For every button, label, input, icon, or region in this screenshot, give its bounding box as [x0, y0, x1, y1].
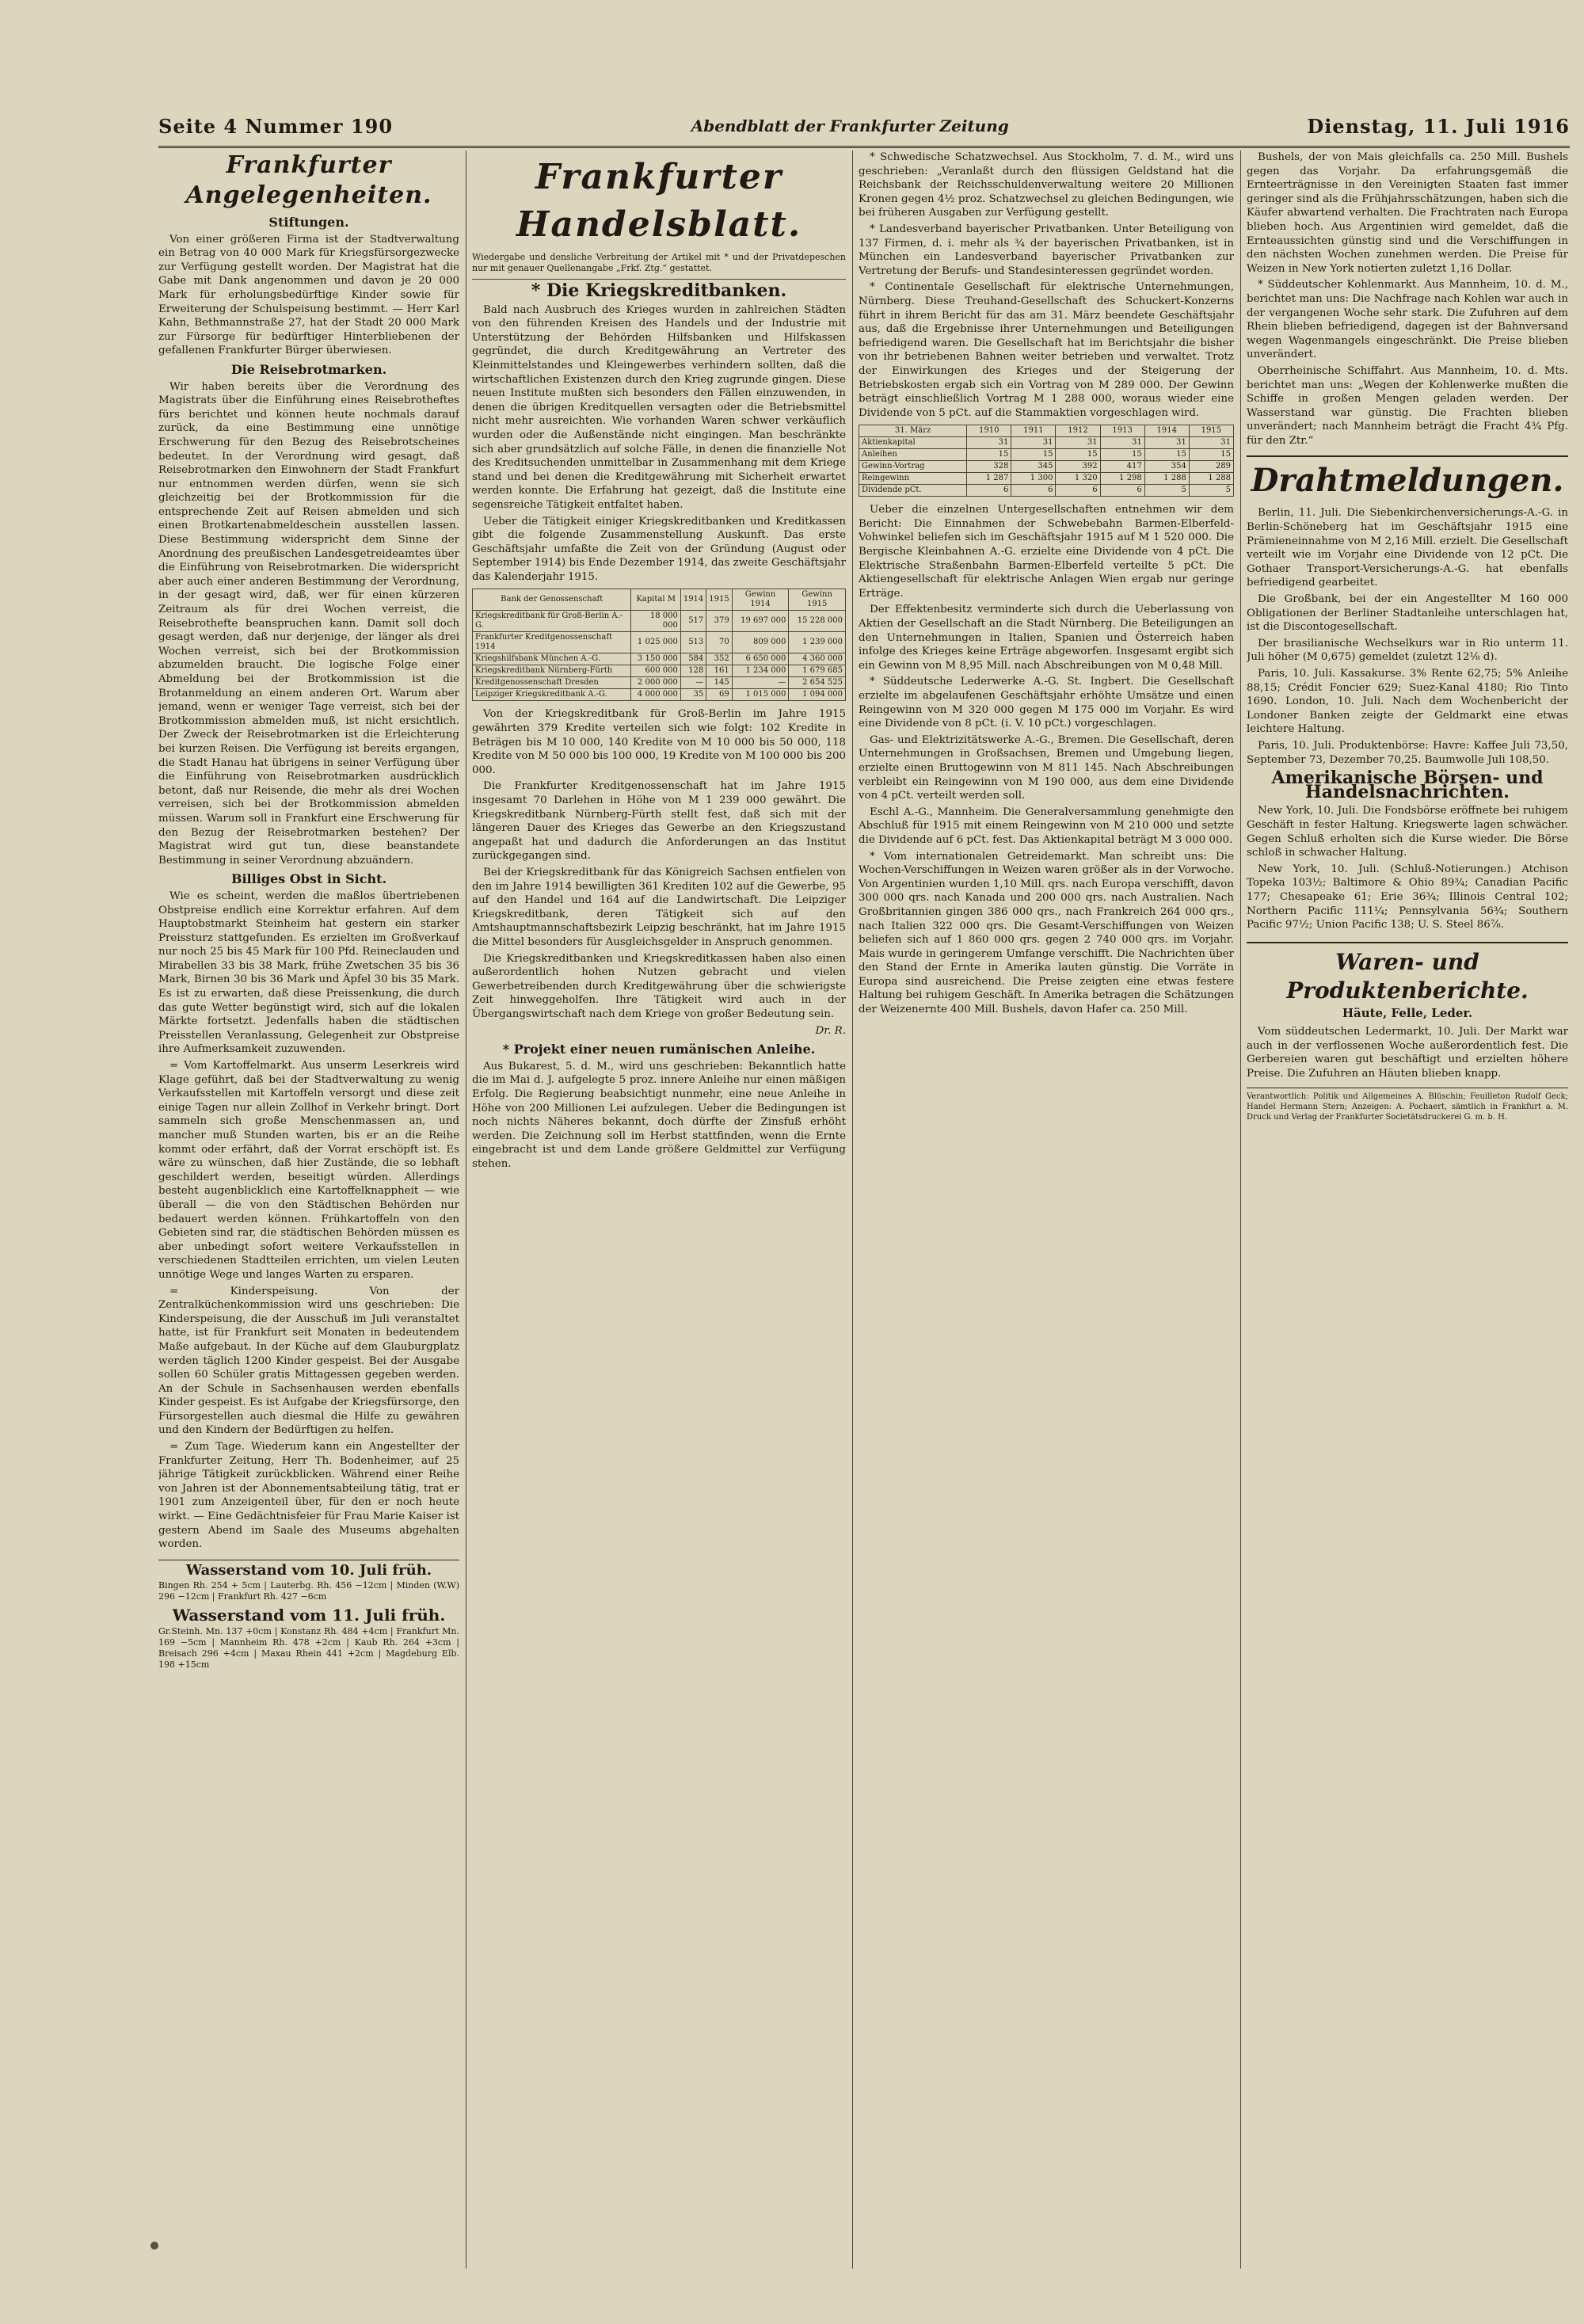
table-cell: Leipziger Kriegskreditbank A.-G. — [473, 689, 631, 701]
table-cell: 1 288 — [1189, 473, 1233, 485]
commerce-masthead: Frankfurter Handelsblatt. — [516, 157, 802, 245]
article-paragraph: * Vom internationalen Getreidemarkt. Man schreibt uns: Die Wochen-Verschiffungen in Weizen waren größer als in der Vorwoche. Von Argentinien wurden 1,10 Mill. qrs. nach Europa verschifft, davon 300 000 qrs. nach Kanada und 200 000 qrs. nach Australien. Nach Großbritannien gingen 386 000 qrs., nach Frankreich 264 000 qrs., nach Italien 322 000 qrs. Die Gesamt-Verschiffungen von Weizen beliefen sich auf 1 860 000 qrs. gegen 2 740 000 qrs. im Vorjahr. Mais wurde in geringerem Umfange verschifft. Die Nachrichten über den Stand der Ernte in Amerika lauten günstig. Die Vorräte in Europa sind ausreichend. Die Preise zeigten eine etwas festere Haltung bei ruhigem Geschäft. In Amerika betragen die Schätzungen der Weizenernte 400 Mill. Bushels, davon Hafer ca. 250 Mill. — [859, 850, 1234, 1016]
table-cell: 1 679 685 — [789, 665, 846, 677]
article-paragraph: Der Effektenbesitz verminderte sich durch die Ueberlassung von Aktien der Gesellschaft an die Stadt Nürnberg. Die Beteiligungen an den Unternehmungen in Italien, Spanien und Österreich haben infolge des Krieges keine Erträge abgeworfen. Insgesamt ergibt sich ein Gewinn von M 8,95 Mill. nach Abschreibungen von M 0,48 Mill. — [859, 604, 1234, 672]
table-cell: 1 287 — [967, 473, 1011, 485]
table-cell: 161 — [706, 665, 732, 677]
table-cell: Kriegskreditbank Nürnberg-Fürth — [473, 665, 631, 677]
water-level-values: Bingen Rh. 254 + 5cm | Lauterbg. Rh. 456 −12cm | Minden (W.W) 296 −12cm | Frankfurt Rh. 427 −6cm — [158, 1580, 459, 1602]
article-paragraph: = Vom Kartoffelmarkt. Aus unserm Leserkreis wird Klage geführt, daß bei der Stadtverwaltung zu wenig Verkaufsstellen mit Kartoffeln versorgt und diese zeit einige Tagen nur allein Zollhof in Verkehr bringt. Dort sammeln sich große Menschenmassen an, und mancher muß Stunden warten, bis er an die Reihe kommt oder erfährt, daß der Vorrat erschöpft ist. Es wäre zu wünschen, daß hier Zustände, die so lebhaft geschildert werden, beseitigt würden. Allerdings besteht augenblicklich eine Kartoffelknappheit — wie überall — die von den Städtischen Behörden nur bedauert werden können. Frühkartoffeln von den Gebieten sind rar, die städtischen Behörden müssen es aber unbedingt sofort weitere Verkaufsstellen in verschiedenen Stadtteilen errichten, um vielen Leuten unnötige Wege und langes Warten zu ersparen. — [158, 1060, 459, 1281]
table-cell: 1 234 000 — [732, 665, 789, 677]
table-cell: 354 — [1144, 461, 1189, 473]
section-title: Amerikanische Börsen- und Handelsnachrichten. — [1271, 768, 1544, 802]
article-paragraph: Bald nach Ausbruch des Krieges wurden in zahlreichen Städten von den führenden Kreisen des Handels und der Industrie mit Unterstützung der Behörden Hilfsbanken und Hilfskassen gegründet, die durch Kreditgewährung an Vertreter des Kleinmittelstandes und Kleingewerbes verhindern sollten, daß die wirtschaftlichen Existenzen durch den Krieg zugrunde gingen. Diese neuen Institute mußten sich besonders den Fällen einzuwenden, in denen die übrigen Kreditquellen versagten oder die Betriebsmittel nicht mehr ausreichten. Wie vorhanden Waren schwer verkäuflich wurden oder die Außenstände nicht eingingen. Man beschränkte sich aber grundsätzlich auf solche Fälle, in denen die finanzielle Not des Kreditsuchenden unmittelbar in Zusammenhang mit dem Kriege stand und bei denen die Kreditgewährung mit Sicherheit erwartet werden konnte. Die Erfahrung hat gezeigt, daß die Institute eine segensreiche Tätigkeit entfaltet haben. — [472, 303, 846, 511]
table-cell: 70 — [706, 632, 732, 653]
column-divider — [852, 150, 853, 2269]
article-heading: Billiges Obst in Sicht. — [230, 871, 387, 887]
table-cell: Kriegskreditbank für Groß-Berlin A.-G. — [473, 611, 631, 632]
table-cell: 31 — [967, 437, 1011, 449]
table-header: 1915 — [706, 589, 732, 611]
article-paragraph: Von der Kriegskreditbank für Groß-Berlin im Jahre 1915 gewährten 379 Kredite verteilen sich wie folgt: 102 Kredite in Beträgen bis M 10 000, 140 Kredite von M 10 000 bis 50 000, 118 Kredite von M 50 000 bis 100 000, 19 Kredite von M 100 000 bis 200 000. — [472, 708, 846, 776]
table-cell: 31 — [1056, 437, 1100, 449]
table-row — [859, 461, 1234, 473]
table-cell: Dividende pCt. — [859, 485, 967, 497]
article-paragraph: * Continentale Gesellschaft für elektrische Unternehmungen, Nürnberg. Diese Treuhand-Gesellschaft des Schuckert-Konzerns führt in ihrem Bericht für das am 31. März beendete Geschäftsjahr aus, daß die Ergebnisse ihrer Unternehmungen und Beteiligungen befriedigend waren. Die Gesellschaft hat im Berichtsjahr die bisher von ihr betriebenen Bahnen weiter betrieben und verwaltet. Trotz der Einwirkungen des Krieges und der Steigerung der Betriebskosten ergab sich ein Vortrag von M 289 000. Der Gewinn beträgt einschließlich Vortrag M 1 288 000, woraus wieder eine Dividende von 5 pCt. auf die Stammaktien vorgeschlagen wird. — [859, 281, 1234, 419]
table-header: Gewinn 1915 — [789, 589, 846, 611]
article-paragraph: Berlin, 11. Juli. Die Siebenkirchenversicherungs-A.-G. in Berlin-Schöneberg hat im Geschäftsjahr 1915 eine Prämieneinnahme von M 2,16 Mill. erzielt. Die Gesellschaft verteilt wie im Vorjahr eine Dividende von 12 pCt. Die Gothaer Transport-Versicherungs-A.-G. hat ebenfalls befriedigend gearbeitet. — [1247, 507, 1568, 589]
article-paragraph: New York, 10. Juli. (Schluß-Notierungen.) Atchison Topeka 103½; Baltimore & Ohio 89¾; Canadian Pacific 177; Chesapeake 61; Erie 36¾; Illinois Central 102; Northern Pacific 111¼; Pennsylvania 56¾; Southern Pacific 97½; Union Pacific 138; U. S. Steel 86⅞. — [1247, 863, 1568, 932]
table-cell: 15 — [1189, 449, 1233, 461]
article-paragraph: Ueber die einzelnen Untergesellschaften entnehmen wir dem Bericht: Die Einnahmen der Schwebebahn Barmen-Elberfeld-Vohwinkel beliefen sich im Geschäftsjahr 1915 auf M 1 520 000. Die Bergische Kleinbahnen A.-G. erzielte eine Dividende von 4 pCt. Die Elektrische Straßenbahn Barmen-Elberfeld verteilte 5 pCt. Die Aktiengesellschaft für elektrische Anlagen Wien ergab nur geringe Erträge. — [859, 504, 1234, 600]
article-paragraph: Gas- und Elektrizitätswerke A.-G., Bremen. Die Gesellschaft, deren Unternehmungen in Großsachsen, Bremen und Umgebung liegen, erzielte einen Bruttogewinn von M 811 145. Nach Abschreibungen verbleibt ein Reingewinn von M 190 000, aus dem eine Dividende von 4 pCt. verteilt werden soll. — [859, 733, 1234, 802]
table-row — [473, 632, 846, 653]
table-cell: 15 — [1011, 449, 1056, 461]
table-cell: 4 000 000 — [631, 689, 680, 701]
table-row — [473, 677, 846, 689]
table-cell: 4 360 000 — [789, 653, 846, 665]
article-paragraph: Bei der Kriegskreditbank für das Königreich Sachsen entfielen von den im Jahre 1914 bewilligten 361 Krediten 102 auf die Gewerbe, 95 auf den Handel und 164 auf die Landwirtschaft. Die Leipziger Kriegskreditbank, deren Tätigkeit sich auf den Amtshauptmannschaftsbezirk Leipzig beschränkt, hat im Jahre 1915 die Mittel besonders für Ausgleichsgelder in Anspruch genommen. — [472, 867, 846, 948]
water-level-heading: Wasserstand vom 10. Juli früh. — [158, 1560, 459, 1578]
table-cell: 69 — [706, 689, 732, 701]
table-cell: 352 — [706, 653, 732, 665]
table-cell: — — [680, 677, 706, 689]
article-heading: Häute, Felle, Leder. — [1342, 1005, 1473, 1020]
table-cell: 2 000 000 — [631, 677, 680, 689]
table-row — [473, 611, 846, 632]
water-level-values: Gr.Steinh. Mn. 137 +0cm | Konstanz Rh. 484 +4cm | Frankfurt Mn. 169 −5cm | Mannheim Rh. 478 +2cm | Kaub Rh. 264 +3cm | Breisach 296 +4cm | Maxau Rhein 441 +2cm | Magdeburg Elb. 198 +15cm — [158, 1626, 459, 1670]
table-cell: Gewinn-Vortrag — [859, 461, 967, 473]
table-row — [473, 653, 846, 665]
section-title: Drahtmeldungen. — [1247, 455, 1568, 501]
table-cell: — — [732, 677, 789, 689]
section-title: Waren- und Produktenberichte. — [1247, 942, 1568, 1005]
company-results-table — [859, 425, 1234, 497]
table-cell: Frankfurter Kreditgenossenschaft 1914 — [473, 632, 631, 653]
article-heading: Die Reisebrotmarken. — [230, 361, 387, 377]
issue-date: Dienstag, 11. Juli 1916 — [1307, 114, 1570, 138]
column-commerce — [472, 150, 846, 2269]
section-title: Frankfurter Angelegenheiten. — [185, 151, 432, 209]
table-cell: Kreditgenossenschaft Dresden — [473, 677, 631, 689]
page-header — [158, 111, 1570, 141]
table-header: 1914 — [1144, 425, 1189, 437]
article-paragraph: New York, 10. Juli. Die Fondsbörse eröffnete bei ruhigem Geschäft in fester Haltung. Kriegswerte lagen schwächer. Gegen Schluß erholten sich die Kurse wieder. Die Börse schloß in schwacher Haltung. — [1247, 805, 1568, 859]
article-paragraph: Eschl A.-G., Mannheim. Die Generalversammlung genehmigte den Abschluß für 1915 mit einem Reingewinn von M 210 000 und setzte die Dividende auf 6 pCt. fest. Das Aktienkapital beträgt M 3 000 000. — [859, 806, 1234, 846]
article-heading: * Projekt einer neuen rumänischen Anleihe. — [502, 1042, 816, 1057]
article-paragraph: * Süddeutsche Lederwerke A.-G. St. Ingbert. Die Gesellschaft erzielte im abgelaufenen Geschäftsjahr erhöhte Umsätze und einen Reingewinn von M 320 000 gegen M 175 000 im Vorjahr. Es wird eine Dividende von 8 pCt. (i. V. 10 pCt.) vorgeschlagen. — [859, 676, 1234, 730]
article-paragraph: Oberrheinische Schiffahrt. Aus Mannheim, 10. d. Mts. berichtet man uns: „Wegen der Kohlenwerke mußten die Schiffe in großen Mengen geladen werden. Der Wasserstand war günstig. Die Frachten blieben unverändert; nach Mannheim beträgt die Fracht 4¾ Pfg. für den Ztr.“ — [1247, 364, 1568, 447]
article-paragraph: Die Großbank, bei der ein Angestellter M 160 000 Obligationen der Berliner Stadtanleihe unterschlagen hat, ist die Discontogesellschaft. — [1247, 593, 1568, 634]
table-header: 31. März — [859, 425, 967, 437]
article-paragraph: Der brasilianische Wechselkurs war in Rio unterm 11. Juli höher (M 0,675) gemeldet (zuletzt 12⅛ d). — [1247, 637, 1568, 664]
table-cell: 15 — [1100, 449, 1144, 461]
table-cell: 1 300 — [1011, 473, 1056, 485]
article-heading: * Die Kriegskreditbanken. — [531, 280, 787, 301]
table-cell: 31 — [1011, 437, 1056, 449]
table-cell: 15 — [1144, 449, 1189, 461]
table-cell: 6 — [1056, 485, 1100, 497]
article-paragraph: Paris, 10. Juli. Produktenbörse: Havre: Kaffee Juli 73,50, September 73, Dezember 70,25. Baumwolle Juli 108,50. — [1247, 739, 1568, 766]
article-paragraph: Vom süddeutschen Ledermarkt, 10. Juli. Der Markt war auch in der verflossenen Woche außerordentlich fest. Die Gerbereien waren gut beschäftigt und erzielten höhere Preise. Die Zufuhren an Häuten blieben knapp. — [1247, 1026, 1568, 1080]
table-header: 1914 — [680, 589, 706, 611]
table-cell: 809 000 — [732, 632, 789, 653]
article-paragraph: * Landesverband bayerischer Privatbanken. Unter Beteiligung von 137 Firmen, d. i. mehr als ¾ der bayerischen Privatbanken, ist in München ein Landesverband bayerischer Privatbanken zur Vertretung der Berufs- und Standesinteressen gegründet worden. — [859, 223, 1234, 277]
table-cell: 1 025 000 — [631, 632, 680, 653]
article-paragraph: Von einer größeren Firma ist der Stadtverwaltung ein Betrag von 40 000 Mark für Kriegsfürsorgezwecke zur Verfügung gestellt worden. Der Magistrat hat die Gabe mit Dank angenommen und davon je 20 000 Mark für erholungsbedürftige Kinder sowie für Erweiterung der Schulspeisung bestimmt. — Herr Karl Kahn, Bethmannstraße 27, hat der Stadt 20 000 Mark zur Fürsorge für bedürftiger Hinterbliebenen der gefallenen Frankfurter Bürger überwiesen. — [158, 233, 459, 357]
table-header: 1915 — [1189, 425, 1233, 437]
author-signature: Dr. R. — [815, 1024, 846, 1037]
table-cell: 289 — [1189, 461, 1233, 473]
page-number: Seite 4 Nummer 190 — [158, 114, 394, 138]
table-cell: 3 150 000 — [631, 653, 680, 665]
table-cell: 517 — [680, 611, 706, 632]
article-paragraph: * Süddeutscher Kohlenmarkt. Aus Mannheim, 10. d. M., berichtet man uns: Die Nachfrage nach Kohlen war auch in der vergangenen Woche sehr stark. Die Zufuhren auf dem Rhein blieben befriedigend, dagegen ist der Bahnversand wegen Wagenmangels eingeschränkt. Die Preise blieben unverändert. — [1247, 279, 1568, 361]
table-cell: 6 — [1100, 485, 1144, 497]
article-paragraph: Wie es scheint, werden die maßlos übertriebenen Obstpreise endlich eine Korrektur erfahren. Auf dem Hauptobstmarkt Steinheim hat gestern ein starker Preissturz stattgefunden. Es erzielten im Großverkauf nur noch 25 bis 45 Mark für 100 Pfd. Reineclauden und Mirabellen 33 bis 38 Mark, frühe Zwetschen 35 bis 36 Mark, Birnen 30 bis 36 Mark und Äpfel 30 bis 35 Mark. Es ist zu erwarten, daß diese Preissenkung, die durch das gute Wetter begünstigt wird, sich auf die lokalen Märkte fortsetzt. Jedenfalls haben die städtischen Preisstellen Veranlassung, Gelegenheit zur Obstpreise ihre Aufmerksamkeit zuzuwenden. — [158, 890, 459, 1056]
table-cell: 417 — [1100, 461, 1144, 473]
table-cell: 31 — [1189, 437, 1233, 449]
newspaper-name: Abendblatt der Frankfurter Zeitung — [691, 116, 1009, 135]
column-divider — [1240, 150, 1241, 2269]
table-cell: 2 654 525 — [789, 677, 846, 689]
table-row — [859, 437, 1234, 449]
article-paragraph: Bushels, der von Mais gleichfalls ca. 250 Mill. Bushels gegen das Vorjahr. Da erfahrungsgemäß die Ernteerträgnisse in den Vereinigten Staaten fast immer geringer sind als die Frühjahrsschätzungen, haben sich die Käufer abwartend verhalten. Die Frachtraten nach Europa blieben hoch. Aus Argentinien wird gemeldet, daß die Ernteaussichten günstig sind und die Verschiffungen in den nächsten Wochen zunehmen werden. Die Preise für Weizen in New York notierten zuletzt 1,16 Dollar. — [1247, 151, 1568, 275]
table-cell: 31 — [1100, 437, 1144, 449]
table-cell: 15 — [967, 449, 1011, 461]
table-header: 1911 — [1011, 425, 1056, 437]
article-paragraph: Paris, 10. Juli. Kassakurse. 3% Rente 62,75; 5% Anleihe 88,15; Crédit Foncier 629; Suez-Kanal 4180; Rio Tinto 1690. London, 10. Juli. Nach dem Wochenbericht der Londoner Banken zeigte der Geldmarkt eine etwas leichtere Haltung. — [1247, 668, 1568, 736]
table-cell: 5 — [1144, 485, 1189, 497]
article-paragraph: Ueber die Tätigkeit einiger Kriegskreditbanken und Kreditkassen gibt die folgende Zusammenstellung Auskunft. Das erste Geschäftsjahr umfaßte die Zeit von der Gründung (August oder September 1914) bis Ende Dezember 1914, das zweite Geschäftsjahr das Kalenderjahr 1915. — [472, 515, 846, 583]
article-paragraph: Aus Bukarest, 5. d. M., wird uns geschrieben: Bekanntlich hatte die im Mai d. J. aufgelegte 5 proz. innere Anleihe nur einen mäßigen Erfolg. Die Regierung beabsichtigt nunmehr, eine neue Anleihe in Höhe von 200 Millionen Lei aufzulegen. Ueber die Bedingungen ist noch nichts Näheres bekannt, doch dürfte der Zinsfuß erhöht werden. Die Zeichnung soll im Herbst stattfinden, wenn die Ernte eingebracht ist und dem Lande größere Geldmittel zur Verfügung stehen. — [472, 1060, 846, 1170]
table-cell: 145 — [706, 677, 732, 689]
table-cell: 15 — [1056, 449, 1100, 461]
table-cell: 328 — [967, 461, 1011, 473]
column-telegrams — [1247, 150, 1568, 2269]
table-cell: 19 697 000 — [732, 611, 789, 632]
table-cell: 1 015 000 — [732, 689, 789, 701]
article-paragraph: Die Kriegskreditbanken und Kriegskreditkassen haben also einen außerordentlich hohen Nutzen gebracht und vielen Gewerbetreibenden durch Kreditgewährung über die schwierigste Zeit hinweggeholfen. Ihre Tätigkeit wird auch in der Übergangswirtschaft nach dem Kriege von großer Bedeutung sein. — [472, 952, 846, 1020]
table-cell: 6 650 000 — [732, 653, 789, 665]
table-cell: 1 320 — [1056, 473, 1100, 485]
table-cell: 15 228 000 — [789, 611, 846, 632]
table-cell: 1 298 — [1100, 473, 1144, 485]
table-header: Gewinn 1914 — [732, 589, 789, 611]
article-paragraph: = Zum Tage. Wiederum kann ein Angestellter der Frankfurter Zeitung, Herr Th. Bodenheimer, auf 25 jährige Tätigkeit zurückblicken. Während einer Reihe von Jahren ist der Abonnementsabteilung tätig, trat er 1901 zum Anzeigenteil über, für den er noch heute wirkt. — Eine Gedächtnisfeier für Frau Marie Kaiser ist gestern Abend im Saale des Museums abgehalten worden. — [158, 1441, 459, 1551]
table-cell: 128 — [680, 665, 706, 677]
table-cell: 5 — [1189, 485, 1233, 497]
table-cell: 1 288 — [1144, 473, 1189, 485]
table-cell: 513 — [680, 632, 706, 653]
article-paragraph: Die Frankfurter Kreditgenossenschaft hat im Jahre 1915 insgesamt 70 Darlehen in Höhe von M 1 239 000 gewährt. Die Kriegskreditbank Nürnberg-Fürth stellt fest, daß sich mit der längeren Dauer des Krieges das Gewerbe an den Kriegszustand angepaßt hat und dadurch die Anforderungen an das Institut zurückgegangen sind. — [472, 780, 846, 863]
table-cell: Anleihen — [859, 449, 967, 461]
table-header: 1912 — [1056, 425, 1100, 437]
article-paragraph: Wir haben bereits über die Verordnung des Magistrats über die Einführung eines Reisebrotheftes fürs berichtet und können heute nochmals darauf zurück, da eine Bestimmung eine unnötige Erschwerung für den Bezug des Reisebrotscheines bedeutet. In der Verordnung wird gesagt, daß Reisebrotmarken den Einwohnern der Stadt Frankfurt nur entnommen werden dürfen, wenn sie sich gleichzeitig bei der Brotkommission für die entsprechende Zeit auf Reisen abmelden und sich einen Brotkartenabmeldeschein ausstellen lassen. Diese Bestimmung widerspricht dem Sinne der Anordnung des preußischen Landesgetreideamtes über die Einführung von Reisebrotmarken. Die widerspricht aber auch einer anderen Bestimmung der Verordnung, in der gesagt wird, daß, wer für einen kürzeren Zeitraum als für drei Wochen verreist, die Reisebrothefte beanspruchen kann. Damit soll doch gesagt werden, daß nur derjenige, der länger als drei Wochen verreist, sich bei der Brotkommission abzumelden braucht. Die logische Folge einer Abmeldung bei der Brotkommission ist die Brotanmeldung an einem anderen Ort. Warum aber jemand, wenn er weniger Tage verreist, sich bei der Brotkommission abmelden muß, ist nicht ersichtlich. Der Zweck der Reisebrotmarken ist die Erleichterung bei kurzen Reisen. Die Verfügung ist bereits ergangen, die Stadt Hanau hat übrigens in seiner Verfügung über die Einführung von Reisebrotmarken ausdrücklich betont, daß nur Reisende, die mehr als drei Wochen verreisen, sich bei der Brotkommission abmelden müssen. Warum soll in Frankfurt eine Erschwerung für den Bezug der Reisebrotmarken bestehen? Der Magistrat wird gut tun, diese beanstandete Bestimmung in seiner Verordnung abzuändern. — [158, 380, 459, 867]
table-cell: 1 094 000 — [789, 689, 846, 701]
table-row — [859, 473, 1234, 485]
article-paragraph: = Kinderspeisung. Von der Zentralküchenkommission wird uns geschrieben: Die Kinderspeisung, die der Ausschuß im Juli veranstaltet hatte, ist für Frankfurt seit Monaten in bedeutendem Maße aufgebaut. In der Küche auf dem Glauburgplatz werden täglich 1200 Kinder gespeist. Bei der Ausgabe sollen 60 Schüler gratis Mittagessen gegeben werden. An der Schule in Sachsenhausen werden ebenfalls Kinder gespeist. Es ist Aufgabe der Kriegsfürsorge, den Fürsorgestellen auch diesmal die Hilfe zu gewähren und den Kindern der Bedürftigen zu helfen. — [158, 1285, 459, 1437]
table-cell: Kriegshilfsbank München A.-G. — [473, 653, 631, 665]
article-heading: Stiftungen. — [268, 215, 349, 230]
table-cell: 18 000 000 — [631, 611, 680, 632]
article-paragraph: * Schwedische Schatzwechsel. Aus Stockholm, 7. d. M., wird uns geschrieben: „Veranlaßt durch den flüssigen Geldstand hat die Reichsbank der Reichsschuldenverwaltung weitere 20 Millionen Kronen gegen 4½ proz. Schatzwechsel zu gleichen Bedingungen, wie bei früheren Ausgaben zur Verfügung gestellt. — [859, 151, 1234, 219]
table-row — [859, 485, 1234, 497]
imprint: Verantwortlich: Politik und Allgemeines A. Blüschin; Feuilleton Rudolf Geck; Handel Hermann Stern; Anzeigen: A. Pochaert, sämtlich in Frankfurt a. M. Druck und Verlag der Frankfurter Societätsdruckerei G. m. b. H. — [1247, 1088, 1568, 1122]
ink-dot-icon — [150, 2242, 158, 2250]
table-cell: 600 000 — [631, 665, 680, 677]
reprint-note: Wiedergabe und densliche Verbreitung der Artikel mit * und der Privatdepeschen nur mit genauer Quellenangabe „Frkf. Ztg.“ gestattet. — [472, 252, 846, 280]
table-row — [473, 689, 846, 701]
table-row — [859, 449, 1234, 461]
table-cell: 6 — [1011, 485, 1056, 497]
table-cell: 35 — [680, 689, 706, 701]
column-local-news — [158, 150, 459, 2269]
column-finance — [859, 150, 1234, 2269]
table-cell: Reingewinn — [859, 473, 967, 485]
table-cell: 584 — [680, 653, 706, 665]
table-header: Kapital M — [631, 589, 680, 611]
table-row — [473, 665, 846, 677]
table-cell: 392 — [1056, 461, 1100, 473]
table-cell: 1 239 000 — [789, 632, 846, 653]
table-cell: 345 — [1011, 461, 1056, 473]
table-cell: 6 — [967, 485, 1011, 497]
credit-bank-table — [472, 589, 846, 701]
table-header: 1910 — [967, 425, 1011, 437]
table-header: 1913 — [1100, 425, 1144, 437]
table-cell: Aktienkapital — [859, 437, 967, 449]
table-header: Bank der Genossenschaft — [473, 589, 631, 611]
header-rule — [158, 146, 1570, 148]
table-cell: 31 — [1144, 437, 1189, 449]
table-cell: 379 — [706, 611, 732, 632]
water-level-heading: Wasserstand vom 11. Juli früh. — [172, 1606, 446, 1625]
